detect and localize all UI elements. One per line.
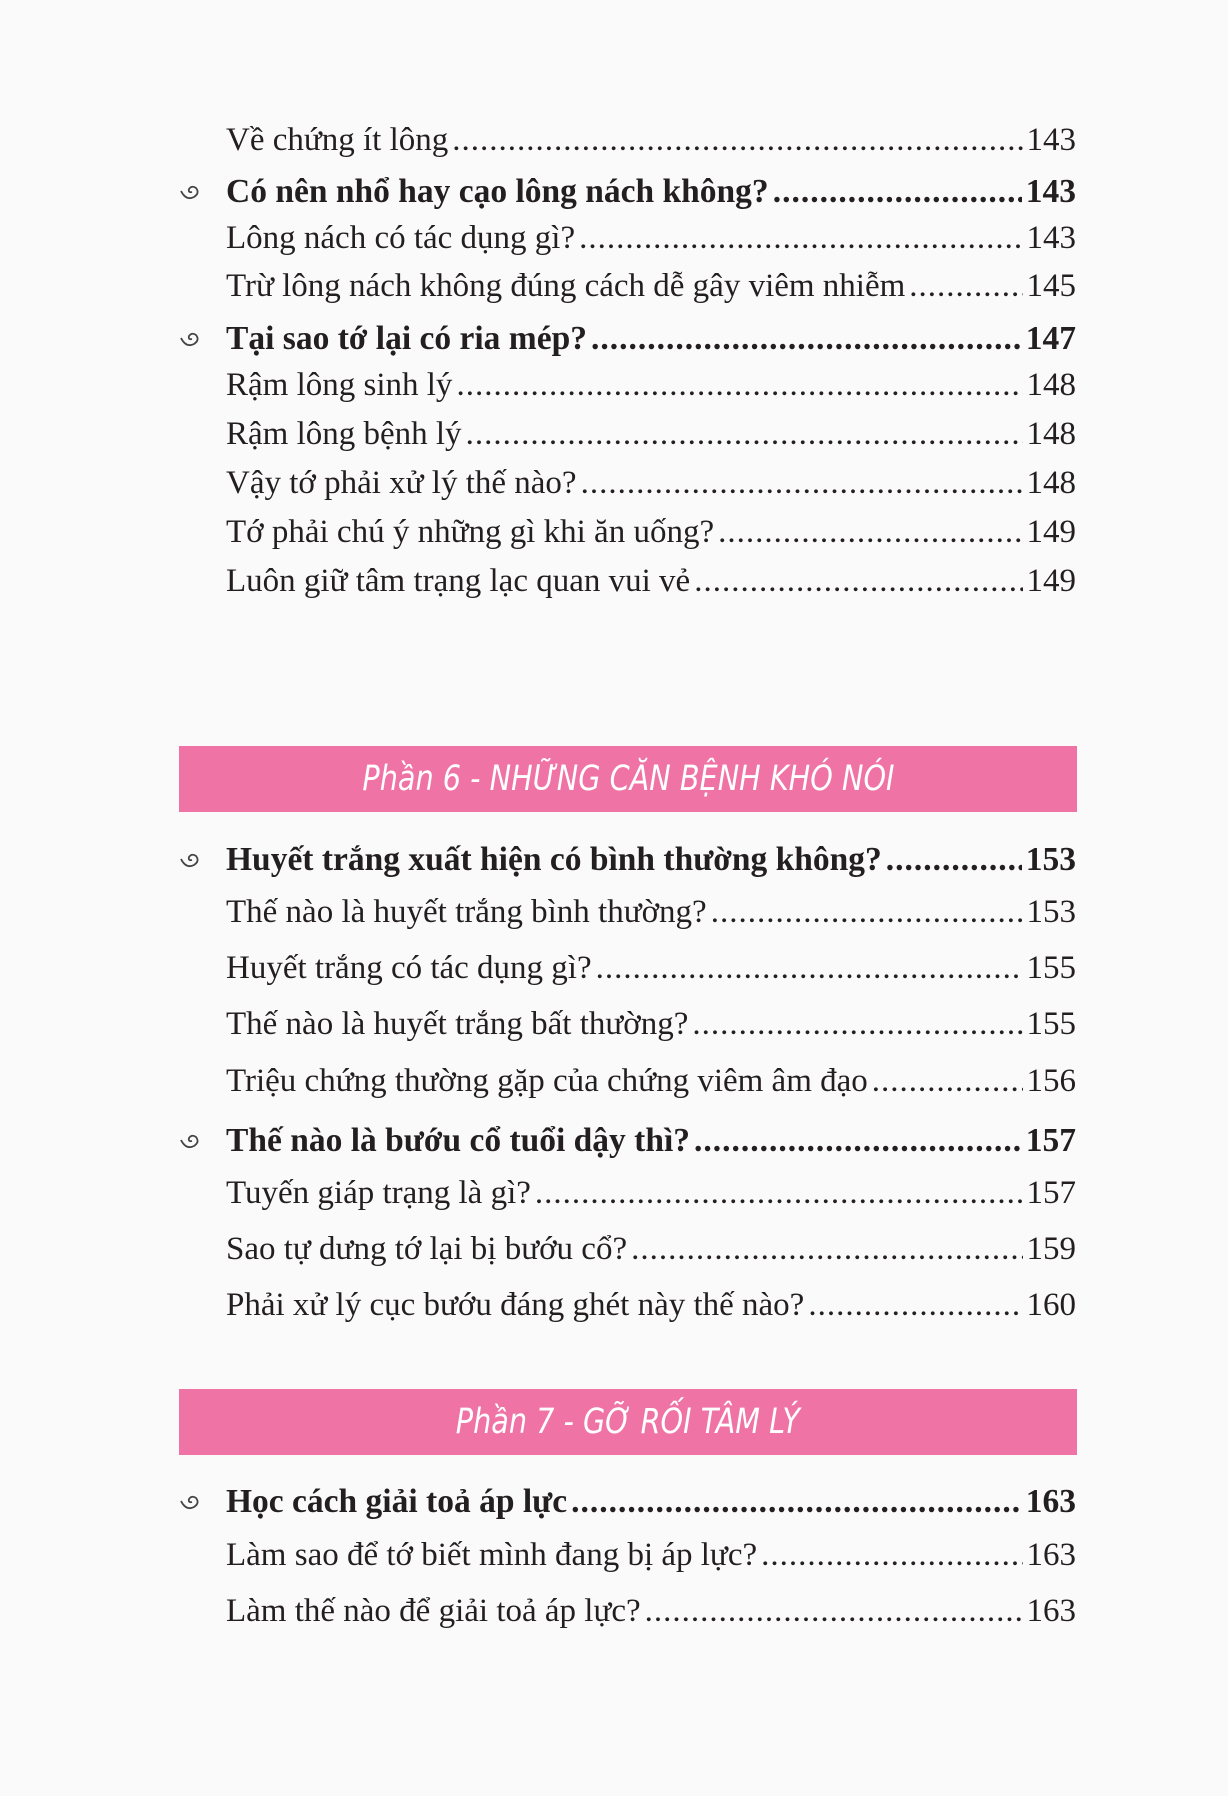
toc-entry-bold[interactable] bbox=[226, 1482, 1076, 1522]
section-title: Phần 7 - GỠ RỐI TÂM LÝ bbox=[455, 1402, 801, 1442]
toc-entry[interactable] bbox=[226, 1004, 1076, 1044]
toc-entry-page: 156 bbox=[1026, 1063, 1076, 1099]
toc-entry[interactable] bbox=[226, 1061, 1076, 1101]
toc-entry-page: 147 bbox=[1025, 320, 1076, 357]
dot-leader bbox=[718, 512, 1022, 552]
toc-entry-page: 143 bbox=[1026, 122, 1076, 158]
toc-entry[interactable] bbox=[226, 1535, 1076, 1575]
toc-entry-title: Trừ lông nách không đúng cách dễ gây viêm nhiễm bbox=[226, 268, 906, 304]
toc-entry[interactable] bbox=[226, 1285, 1076, 1325]
dot-leader bbox=[711, 892, 1023, 932]
swirl-icon bbox=[178, 848, 204, 874]
toc-entry[interactable] bbox=[226, 512, 1076, 552]
toc-entry-title: Làm thế nào để giải toả áp lực? bbox=[226, 1593, 641, 1629]
swirl-icon bbox=[178, 180, 204, 206]
swirl-icon bbox=[178, 1490, 204, 1516]
toc-entry-page: 149 bbox=[1026, 563, 1076, 599]
dot-leader bbox=[581, 463, 1023, 503]
dot-leader bbox=[571, 1482, 1022, 1522]
toc-entry-title: Tớ phải chú ý những gì khi ăn uống? bbox=[226, 514, 715, 550]
toc-entry-page: 145 bbox=[1026, 268, 1076, 304]
dot-leader bbox=[909, 266, 1022, 306]
section-title: Phần 6 - NHỮNG CĂN BỆNH KHÓ NÓI bbox=[361, 759, 895, 799]
toc-entry-page: 159 bbox=[1026, 1231, 1076, 1267]
toc-entry-title: Học cách giải toả áp lực bbox=[226, 1483, 568, 1520]
toc-entry-page: 163 bbox=[1026, 1537, 1076, 1573]
toc-entry[interactable] bbox=[226, 1591, 1076, 1631]
toc-entry-title: Có nên nhổ hay cạo lông nách không? bbox=[226, 173, 769, 210]
toc-entry-title: Về chứng ít lông bbox=[226, 122, 449, 158]
dot-leader bbox=[808, 1285, 1022, 1325]
dot-leader bbox=[692, 1004, 1022, 1044]
dot-leader bbox=[452, 120, 1022, 160]
toc-entry-title: Huyết trắng xuất hiện có bình thường không? bbox=[226, 841, 882, 878]
toc-entry[interactable] bbox=[226, 1173, 1076, 1213]
toc-entry-page: 157 bbox=[1026, 1175, 1076, 1211]
toc-entry-title: Thế nào là bướu cổ tuổi dậy thì? bbox=[226, 1122, 691, 1159]
dot-leader bbox=[694, 1121, 1022, 1161]
toc-entry-bold[interactable] bbox=[226, 319, 1076, 359]
toc-entry-page: 163 bbox=[1025, 1483, 1076, 1520]
dot-leader bbox=[773, 172, 1022, 212]
section-header-part6[interactable] bbox=[179, 746, 1077, 812]
toc-entry-title: Sao tự dưng tớ lại bị bướu cổ? bbox=[226, 1231, 628, 1267]
toc-entry-page: 157 bbox=[1025, 1122, 1076, 1159]
toc-entry-title: Vậy tớ phải xử lý thế nào? bbox=[226, 465, 577, 501]
toc-entry-title: Triệu chứng thường gặp của chứng viêm âm đạo bbox=[226, 1063, 868, 1099]
dot-leader bbox=[596, 948, 1023, 988]
toc-entry-title: Thế nào là huyết trắng bất thường? bbox=[226, 1006, 689, 1042]
dot-leader bbox=[466, 414, 1023, 454]
toc-entry-title: Tuyến giáp trạng là gì? bbox=[226, 1175, 531, 1211]
toc-entry-title: Làm sao để tớ biết mình đang bị áp lực? bbox=[226, 1537, 758, 1573]
dot-leader bbox=[535, 1173, 1023, 1213]
toc-entry[interactable] bbox=[226, 365, 1076, 405]
toc-entry-page: 155 bbox=[1026, 950, 1076, 986]
toc-entry-title: Rậm lông bệnh lý bbox=[226, 416, 462, 452]
toc-entry-title: Luôn giữ tâm trạng lạc quan vui vẻ bbox=[226, 563, 691, 599]
section-header-part7[interactable] bbox=[179, 1389, 1077, 1455]
dot-leader bbox=[631, 1229, 1022, 1269]
toc-entry-page: 148 bbox=[1026, 416, 1076, 452]
toc-entry-page: 153 bbox=[1025, 841, 1076, 878]
toc-entry-title: Thế nào là huyết trắng bình thường? bbox=[226, 894, 707, 930]
dot-leader bbox=[761, 1535, 1022, 1575]
dot-leader bbox=[579, 218, 1022, 258]
toc-entry[interactable] bbox=[226, 892, 1076, 932]
toc-entry-title: Phải xử lý cục bướu đáng ghét này thế nào? bbox=[226, 1287, 805, 1323]
dot-leader bbox=[872, 1061, 1023, 1101]
dot-leader bbox=[456, 365, 1022, 405]
toc-entry[interactable] bbox=[226, 561, 1076, 601]
toc-entry-title: Tại sao tớ lại có ria mép? bbox=[226, 320, 587, 357]
toc-entry[interactable] bbox=[226, 218, 1076, 258]
toc-entry-page: 155 bbox=[1026, 1006, 1076, 1042]
toc-entry[interactable] bbox=[226, 1229, 1076, 1269]
toc-entry[interactable] bbox=[226, 948, 1076, 988]
toc-entry-page: 143 bbox=[1026, 220, 1076, 256]
dot-leader bbox=[694, 561, 1022, 601]
toc-entry-bold[interactable] bbox=[226, 172, 1076, 212]
toc-entry-bold[interactable] bbox=[226, 840, 1076, 880]
toc-entry[interactable] bbox=[226, 266, 1076, 306]
toc-entry-page: 148 bbox=[1026, 367, 1076, 403]
swirl-icon bbox=[178, 1129, 204, 1155]
toc-entry[interactable] bbox=[226, 120, 1076, 160]
toc-entry-title: Lông nách có tác dụng gì? bbox=[226, 220, 576, 256]
toc-entry-page: 149 bbox=[1026, 514, 1076, 550]
swirl-icon bbox=[178, 327, 204, 353]
toc-entry-page: 148 bbox=[1026, 465, 1076, 501]
dot-leader bbox=[886, 840, 1022, 880]
dot-leader bbox=[591, 319, 1022, 359]
toc-entry-page: 153 bbox=[1026, 894, 1076, 930]
dot-leader bbox=[645, 1591, 1023, 1631]
toc-entry-title: Rậm lông sinh lý bbox=[226, 367, 453, 403]
toc-entry-page: 143 bbox=[1025, 173, 1076, 210]
toc-entry[interactable] bbox=[226, 463, 1076, 503]
toc-entry-title: Huyết trắng có tác dụng gì? bbox=[226, 950, 592, 986]
toc-entry-page: 160 bbox=[1026, 1287, 1076, 1323]
toc-entry-page: 163 bbox=[1026, 1593, 1076, 1629]
toc-entry[interactable] bbox=[226, 414, 1076, 454]
toc-entry-bold[interactable] bbox=[226, 1121, 1076, 1161]
